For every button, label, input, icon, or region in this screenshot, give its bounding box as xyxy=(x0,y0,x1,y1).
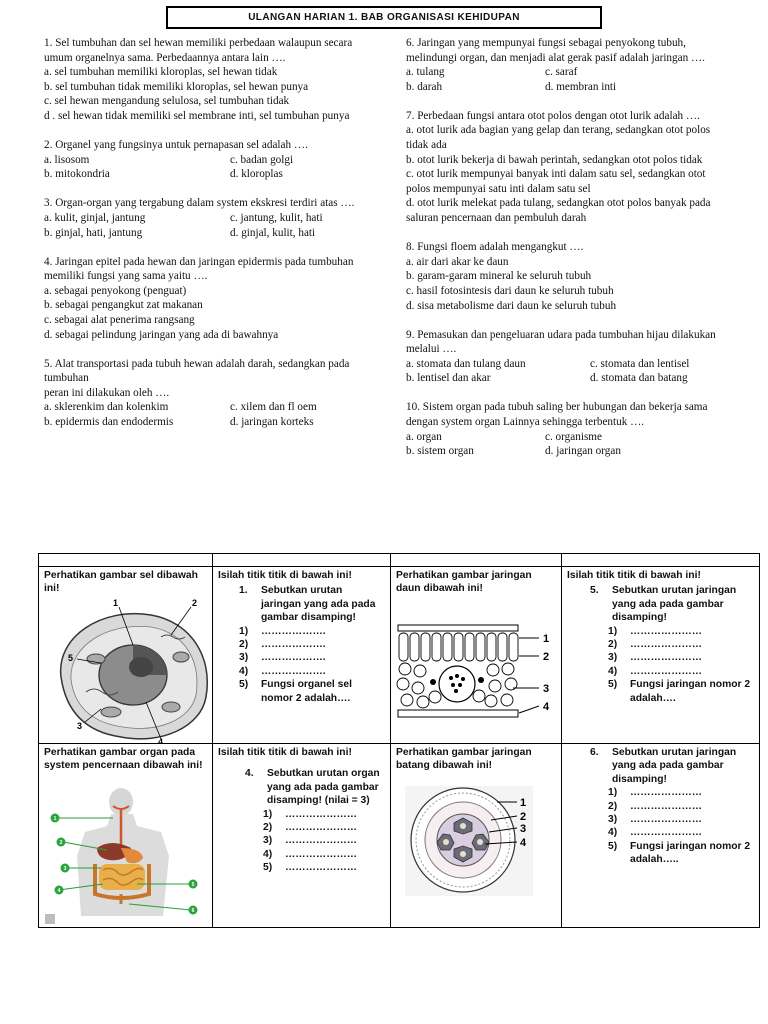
option: a. organ xyxy=(406,430,442,443)
cell-label: 2 xyxy=(192,598,198,608)
cell-diagram-cell xyxy=(39,567,213,744)
stem-label: 4 xyxy=(520,837,527,849)
table-header-cell xyxy=(213,554,391,567)
answer-line: 4) ………………… xyxy=(608,827,703,839)
questions-right-column xyxy=(406,36,732,473)
option: d. stomata dan batang xyxy=(590,372,688,385)
question-stem: 3. Organ-organ yang tergabung dalam system ekskresi terdiri atas …. xyxy=(44,197,355,210)
animal-cell-diagram xyxy=(41,597,213,744)
cell-label: 3 xyxy=(77,721,83,731)
option: a. lisosom xyxy=(44,153,90,166)
answer-line: 4) ………………… xyxy=(608,665,703,677)
option: a. tulang xyxy=(406,66,445,79)
task-number: 1. xyxy=(239,585,248,597)
answer-line: 4) ………………… xyxy=(263,848,358,860)
answer-line: 2) ………………… xyxy=(608,800,703,812)
table-row xyxy=(39,744,760,928)
option: c. otot lurik mempunyai banyak inti dalam satu sel, sedangkan otot polos mempunyai satu inti dalam satu sel xyxy=(406,168,706,195)
task-text: Sebutkan urutan jaringan yang ada pada gambar disamping! xyxy=(612,747,737,785)
question-stem: 4. Jaringan epitel pada hewan dan jaringan epidermis pada tumbuhan memiliki fungsi yang sama yaitu …. xyxy=(44,255,354,283)
option: a. sel tumbuhan memiliki kloroplas, sel hewan tidak xyxy=(44,66,278,79)
stem-tissue-diagram xyxy=(393,782,561,902)
option: d. otot lurik melekat pada tulang, sedangkan otot polos banyak pada saluran pencernaan dan pembuluh darah xyxy=(406,197,711,225)
leaf-label: 1 xyxy=(543,633,550,645)
cell-label: 1 xyxy=(113,598,119,608)
table-header-row xyxy=(39,554,760,567)
option: d . sel hewan tidak memiliki sel membrane inti, sel tumbuhan punya xyxy=(44,109,350,122)
option: d. ginjal, kulit, hati xyxy=(230,226,316,239)
option: b. mitokondria xyxy=(44,168,110,181)
option: b. garam-garam mineral ke seluruh tubuh xyxy=(406,270,592,283)
answer-line: 1) ………………… xyxy=(263,808,358,820)
option: c. hasil fotosintesis dari daun ke seluruh tubuh xyxy=(406,284,614,297)
option: b. ginjal, hati, jantung xyxy=(44,226,143,239)
option: c. organisme xyxy=(545,430,602,443)
task-text: Sebutkan urutan jaringan yang ada pada gambar disamping! xyxy=(612,585,737,624)
task-heading: Isilah titik titik di bawah ini! xyxy=(218,747,352,758)
answer-line: 3) ………………… xyxy=(608,652,703,664)
instruction-text: Perhatikan gambar organ pada system pencernaan dibawah ini! xyxy=(44,747,203,772)
digestive-system-diagram xyxy=(41,786,213,926)
cell-label: 5 xyxy=(68,653,74,663)
question-2 xyxy=(44,138,374,182)
question-4 xyxy=(44,255,374,343)
leaf-label: 2 xyxy=(543,651,550,663)
question-stem: 10. Sistem organ pada tubuh saling ber hubungan dan bekerja sama dengan system organ Lainnya sehingga terbentuk …. xyxy=(406,401,708,429)
answer-line: 3) ………………… xyxy=(608,814,703,826)
option: d. sisa metabolisme dari daun ke seluruh tubuh xyxy=(406,299,617,312)
stem-label: 1 xyxy=(520,797,527,809)
question-stem-continued: peran ini dilakukan oleh …. xyxy=(44,386,170,399)
answer-line: 2) ………………. xyxy=(239,639,326,651)
question-stem: 2. Organel yang fungsinya untuk pernapasan sel adalah …. xyxy=(44,139,308,152)
digestive-diagram-cell xyxy=(39,744,213,928)
answer-line: 5) Fungsi organel sel nomor 2 adalah…. xyxy=(239,679,352,704)
option: a. stomata dan tulang daun xyxy=(406,357,526,370)
leaf-label: 3 xyxy=(543,683,550,695)
option: b. epidermis dan endodermis xyxy=(44,416,174,429)
instruction-text: Perhatikan gambar jaringan daun dibawah ini! xyxy=(396,570,532,595)
option: d. jaringan korteks xyxy=(230,416,314,429)
page-title xyxy=(166,6,602,29)
task-cell xyxy=(213,567,391,744)
question-10 xyxy=(406,400,732,458)
digest-label: 1 xyxy=(53,816,57,822)
option: c. xilem dan fl oem xyxy=(230,401,317,414)
digest-label: 3 xyxy=(63,866,67,872)
task-heading: Isilah titik titik di bawah ini! xyxy=(218,570,352,581)
option: c. sel hewan mengandung selulosa, sel tumbuhan tidak xyxy=(44,95,290,108)
option: c. badan golgi xyxy=(230,153,294,166)
stem-label: 3 xyxy=(520,823,527,835)
option: b. lentisel dan akar xyxy=(406,372,491,385)
option: c. sebagai alat penerima rangsang xyxy=(44,314,195,326)
question-7 xyxy=(406,109,732,226)
answer-line: 2) ………………… xyxy=(263,822,358,834)
option: a. otot lurik ada bagian yang gelap dan terang, sedangkan otot polos tidak ada xyxy=(406,124,711,152)
option: b. darah xyxy=(406,80,443,93)
answer-line: 3) ………………… xyxy=(263,835,358,847)
task-number: 5. xyxy=(590,585,599,597)
question-3 xyxy=(44,196,374,240)
question-stem: 8. Fungsi floem adalah mengangkut …. xyxy=(406,241,584,254)
option: b. sel tumbuhan tidak memiliki kloroplas, sel hewan punya xyxy=(44,80,309,93)
answer-line: 5) ………………… xyxy=(263,862,358,874)
option: a. sebagai penyokong (penguat) xyxy=(44,284,187,297)
leaf-diagram-cell xyxy=(391,567,562,744)
questions-left-column xyxy=(44,36,374,444)
digest-label: 4 xyxy=(57,888,61,894)
page-title-text: ULANGAN HARIAN 1. BAB ORGANISASI KEHIDUPAN xyxy=(248,12,520,23)
task-cell xyxy=(562,744,760,928)
option: b. otot lurik bekerja di bawah perintah, sedangkan otot polos tidak xyxy=(406,153,703,166)
instruction-text: Perhatikan gambar sel dibawah ini! xyxy=(44,570,198,595)
table-header-cell xyxy=(391,554,562,567)
task-text: Sebutkan urutan jaringan yang ada pada gambar disamping! xyxy=(261,585,376,624)
option: d. membran inti xyxy=(545,80,617,93)
instruction-text: Perhatikan gambar jaringan batang dibawah ini! xyxy=(396,747,532,772)
option: a. air dari akar ke daun xyxy=(406,255,509,268)
question-stem: 5. Alat transportasi pada tubuh hewan adalah darah, sedangkan pada tumbuhan xyxy=(44,357,350,385)
option: a. sklerenkim dan kolenkim xyxy=(44,401,169,414)
stem-label: 2 xyxy=(520,811,527,823)
question-9 xyxy=(406,328,732,386)
option: c. stomata dan lentisel xyxy=(590,357,690,370)
option: a. kulit, ginjal, jantung xyxy=(44,211,146,224)
answer-line: 3) ………………. xyxy=(239,652,326,664)
stem-diagram-cell xyxy=(391,744,562,928)
option: d. kloroplas xyxy=(230,168,283,181)
question-stem: 9. Pemasukan dan pengeluaran udara pada tumbuhan hijau dilakukan melalui …. xyxy=(406,328,716,356)
answer-line: 1) ………………… xyxy=(608,787,703,799)
question-1 xyxy=(44,36,374,124)
task-cell xyxy=(562,567,760,744)
task-cell xyxy=(213,744,391,928)
question-5 xyxy=(44,357,374,430)
task-5 xyxy=(590,584,754,624)
cell-label: 4 xyxy=(158,737,164,745)
question-stem: 1. Sel tumbuhan dan sel hewan memiliki perbedaan walaupun secara umum organelnya sama. Perbedaannya antara lain …. xyxy=(44,37,353,64)
table-row xyxy=(39,567,760,744)
option: d. jaringan organ xyxy=(545,445,621,458)
table-header-cell xyxy=(562,554,760,567)
answer-line: 4) ………………. xyxy=(239,665,326,677)
question-stem: 6. Jaringan yang mempunyai fungsi sebagai penyokong tubuh, melindungi organ, dan menjadi alat gerak pasif adalah jaringan …. xyxy=(406,37,705,64)
task-number: 4. xyxy=(245,768,254,780)
digest-label: 5 xyxy=(191,882,195,888)
digest-label: 2 xyxy=(59,840,63,846)
option: c. jantung, kulit, hati xyxy=(230,211,323,224)
worksheet-table xyxy=(38,553,760,928)
answer-line: 1) ………………. xyxy=(239,625,326,637)
option: b. sistem organ xyxy=(406,445,474,458)
question-6 xyxy=(406,36,732,94)
task-text: Sebutkan urutan organ yang ada pada gambar disamping! (nilai = 3) xyxy=(267,768,380,807)
answer-line: 5) Fungsi jaringan nomor 2 adalah….. xyxy=(608,840,751,866)
task-1 xyxy=(239,584,385,624)
answer-line: 1) ………………… xyxy=(608,625,703,637)
leaf-tissue-diagram xyxy=(393,622,561,722)
answer-line: 5) Fungsi jaringan nomor 2 adalah…. xyxy=(608,679,751,704)
task-4 xyxy=(245,767,385,807)
table-header-cell xyxy=(39,554,213,567)
option: c. saraf xyxy=(545,66,578,79)
question-stem: 7. Perbedaan fungsi antara otot polos dengan otot lurik adalah …. xyxy=(406,109,700,122)
leaf-label: 4 xyxy=(543,701,550,713)
answer-line: 2) ………………… xyxy=(608,639,703,651)
question-8 xyxy=(406,240,732,313)
option: d. sebagai pelindung jaringan yang ada di bawahnya xyxy=(44,328,279,341)
task-number: 6. xyxy=(590,747,599,758)
option: b. sebagai pengangkut zat makanan xyxy=(44,299,203,312)
task-heading: Isilah titik titik di bawah ini! xyxy=(567,570,701,581)
task-6 xyxy=(590,746,754,786)
digest-label: 6 xyxy=(191,908,195,914)
